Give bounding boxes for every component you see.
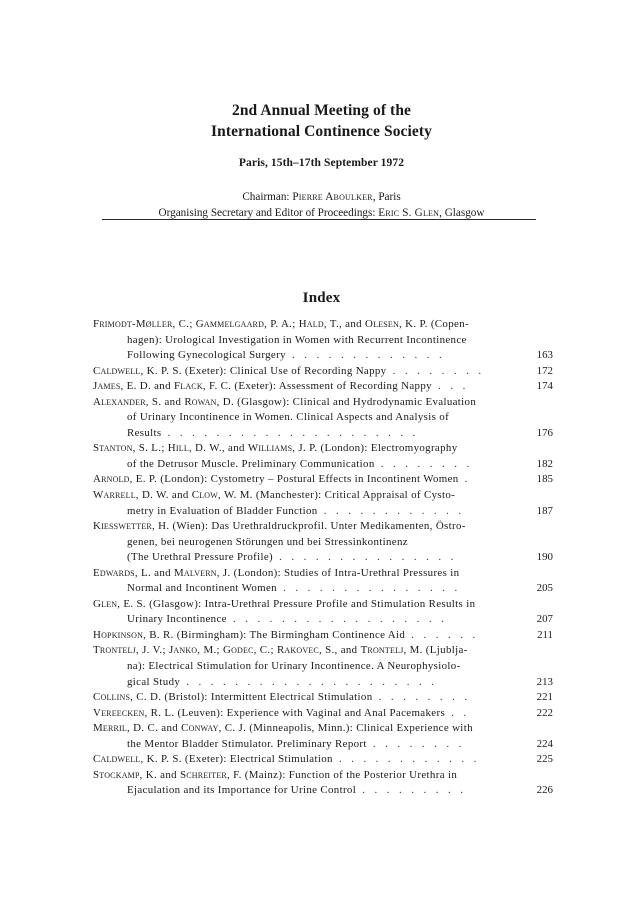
index-entry-line — [93, 581, 553, 597]
index-entry-text: Vereecken, R. L. (Leuven): Experience with Vaginal and Anal Pacemakers — [93, 706, 446, 719]
index-entry-text: gical Study — [127, 675, 181, 688]
index-entry-line — [93, 535, 553, 551]
index-entry-text: the Mentor Bladder Stimulator. Preliminary Report — [127, 737, 367, 750]
index-entry[interactable] — [93, 752, 553, 768]
page-number[interactable]: 205 — [536, 582, 553, 595]
meeting-header — [0, 100, 643, 221]
index-entry[interactable] — [93, 690, 553, 706]
author-name: Trontelj — [93, 644, 136, 657]
meeting-title-line-1: 2nd Annual Meeting of the — [231, 102, 412, 119]
index-entry-text: hagen): Urological Investigation in Women with Recurrent Incontinence — [127, 333, 467, 346]
author-name: Flack — [173, 380, 203, 393]
author-name: Rakovec — [276, 644, 319, 657]
index-entry-line — [93, 317, 553, 333]
index-entry-text: Warrell, D. W. and Clow, W. M. (Manchester): Critical Appraisal of Cysto- — [93, 489, 456, 502]
dot-leader: . . . . . . . . . . . . . — [285, 349, 446, 362]
author-name: Hald — [298, 318, 324, 330]
index-entry-line — [93, 612, 553, 628]
author-name: Edwards — [93, 566, 135, 579]
index-entry-line — [93, 364, 553, 380]
chairman-city: , Paris — [372, 191, 401, 203]
page-number[interactable]: 221 — [536, 691, 553, 704]
dot-leader: . . . . . . . . . . . . . . . . . . . . . — [161, 426, 419, 439]
author-name: Rowan — [184, 395, 217, 408]
page-number[interactable]: 163 — [536, 349, 553, 362]
author-name: Arnold — [93, 473, 130, 486]
index-entry-text: Edwards, L. and Malvern, J. (London): Studies of Intra-Urethral Pressures in — [93, 566, 460, 579]
index-entry[interactable] — [93, 395, 553, 442]
author-name: Stanton — [93, 442, 133, 455]
index-entry-line — [93, 379, 553, 395]
dot-leader: . . . . . . — [405, 628, 479, 641]
index-entry-text: Glen, E. S. (Glasgow): Intra-Urethral Pressure Profile and Stimulation Results in — [93, 597, 476, 610]
author-name: Godec — [223, 644, 254, 657]
dot-leader: . . . . . . . . . . . . . . . . . . . . . — [180, 675, 438, 688]
author-name: Caldwell — [93, 364, 141, 377]
author-name: Trontelj — [360, 644, 404, 657]
author-name: Hill — [167, 442, 189, 455]
author-name: James — [93, 380, 121, 393]
index-entry[interactable] — [93, 488, 553, 519]
author-name: Olesen — [365, 318, 399, 330]
index-entry-text: Results — [127, 426, 162, 439]
index-entry-text: of the Detrusor Muscle. Preliminary Communication — [127, 457, 375, 470]
author-name: Kiesswetter — [93, 520, 152, 533]
index-entry-text: Stockamp, K. and Schreiter, F. (Mainz): Function of the Posterior Urethra in — [93, 768, 458, 781]
page-number[interactable]: 224 — [536, 737, 553, 750]
dot-leader: . . . . . . . . . — [356, 784, 467, 797]
index-heading: Index — [302, 290, 341, 306]
page-number[interactable]: 190 — [536, 551, 553, 564]
index-entry[interactable] — [93, 597, 553, 628]
page-number[interactable]: 176 — [536, 426, 553, 439]
page-number[interactable]: 213 — [536, 675, 553, 688]
index-entry-text: Hopkinson, B. R. (Birmingham): The Birmingham Continence Aid — [93, 628, 406, 641]
author-name: Conway — [181, 722, 219, 735]
index-entry-line — [93, 675, 553, 691]
index-entry[interactable] — [93, 379, 553, 395]
dot-leader: . . — [445, 706, 470, 719]
secretary-label: Organising Secretary and Editor of Proceedings: — [158, 207, 379, 219]
author-name: Merril — [93, 722, 127, 735]
index-entry-line — [93, 519, 553, 535]
index-entry-text: Caldwell, K. P. S. (Exeter): Electrical Stimulation — [93, 753, 333, 766]
dot-leader: . . . . . . . . — [386, 364, 485, 377]
index-entry-text: of Urinary Incontinence in Women. Clinical Aspects and Analysis of — [127, 411, 450, 424]
page-number[interactable]: 185 — [536, 473, 553, 486]
index-entry-text: Normal and Incontinent Women — [127, 582, 277, 595]
author-name: Frimodt-Møller — [93, 318, 173, 330]
index-entry-text: Trontelj, J. V.; Janko, M.; Godec, C.; Rakovec, S., and Trontelj, M. (Ljublja- — [93, 644, 468, 657]
index-entry-text: Alexander, S. and Rowan, D. (Glasgow): Clinical and Hydrodynamic Evaluation — [93, 395, 477, 408]
index-entry-line — [93, 550, 553, 566]
index-entry[interactable] — [93, 472, 553, 488]
chairman-name: Pierre Aboulker — [292, 191, 373, 203]
index-entry-text: genen, bei neurogenen Störungen und bei Stressinkontinenz — [127, 535, 408, 548]
author-name: Alexander — [93, 395, 146, 408]
author-name: Vereecken — [93, 706, 145, 719]
index-entry-text: Following Gynecological Surgery — [127, 349, 286, 362]
index-entry-text: metry in Evaluation of Bladder Function — [127, 504, 318, 517]
index-entry-line — [93, 690, 553, 706]
index-entry-list — [93, 317, 553, 799]
meeting-place-date: Paris, 15th–17th September 1972 — [238, 157, 405, 169]
dot-leader: . — [458, 473, 471, 486]
index-entry[interactable] — [93, 364, 553, 380]
dot-leader: . . . — [431, 380, 469, 393]
index-entry-text: Merril, D. C. and Conway, C. J. (Minneapolis, Minn.): Clinical Experience with — [93, 722, 473, 735]
meeting-officers — [0, 189, 643, 221]
index-entry-line — [93, 628, 553, 644]
index-entry-line — [93, 333, 553, 349]
index-entry-line — [93, 752, 553, 768]
author-name: Stockamp — [93, 768, 140, 781]
index-entry-line — [93, 737, 553, 753]
author-name: Gammelgaard — [195, 318, 265, 330]
author-name: Williams — [247, 442, 293, 455]
index-entry[interactable] — [93, 519, 553, 566]
meeting-title — [0, 100, 643, 142]
index-entry-line — [93, 457, 553, 473]
index-entry[interactable] — [93, 317, 553, 364]
secretary-city: , Glasgow — [439, 207, 485, 219]
index-entry-line — [93, 706, 553, 722]
author-name: Hopkinson — [93, 628, 144, 641]
dot-leader: . . . . . . . . — [366, 737, 465, 750]
index-entry[interactable] — [93, 628, 553, 644]
page-number[interactable]: 225 — [536, 753, 553, 766]
index-entry-text: Stanton, S. L.; Hill, D. W., and Williams, J. P. (London): Electromyography — [93, 442, 458, 455]
header-divider-rule — [102, 219, 536, 220]
index-entry-line — [93, 768, 553, 784]
index-entry[interactable] — [93, 643, 553, 690]
index-entry-line — [93, 643, 553, 659]
author-name: Schreiter — [180, 768, 227, 781]
page-number[interactable]: 182 — [536, 457, 553, 470]
index-entry[interactable] — [93, 566, 553, 597]
index-entry-text: Kiesswetter, H. (Wien): Das Urethraldruckprofil. Unter Medikamenten, Östro- — [93, 520, 466, 533]
index-entry[interactable] — [93, 768, 553, 799]
dot-leader: . . . . . . . . . . . . — [317, 504, 465, 517]
author-name: Warrell — [93, 489, 136, 502]
meeting-title-line-2: International Continence Society — [210, 123, 433, 140]
index-entry-text: Urinary Incontinence — [127, 613, 227, 626]
index-entry-line — [93, 472, 553, 488]
index-entry-line — [93, 783, 553, 799]
dot-leader: . . . . . . . . — [372, 691, 471, 704]
author-name: Clow — [191, 489, 219, 502]
dot-leader: . . . . . . . . . . . . — [332, 753, 480, 766]
author-name: Glen — [93, 597, 118, 610]
chairman-label: Chairman: — [242, 191, 293, 203]
index-entry[interactable] — [93, 441, 553, 472]
index-entry-line — [93, 566, 553, 582]
index-entry-line — [93, 348, 553, 364]
page-number[interactable]: 187 — [536, 504, 553, 517]
dot-leader: . . . . . . . . — [374, 457, 473, 470]
index-entry-text: (The Urethral Pressure Profile) — [127, 551, 274, 564]
author-name: Malvern — [173, 566, 217, 579]
index-entry-text: Caldwell, K. P. S. (Exeter): Clinical Use of Recording Nappy — [93, 364, 387, 377]
dot-leader: . . . . . . . . . . . . . . . — [276, 582, 461, 595]
index-entry-text: James, E. D. and Flack, F. C. (Exeter): Assessment of Recording Nappy — [93, 380, 432, 393]
index-entry-line — [93, 441, 553, 457]
index-entry-line — [93, 426, 553, 442]
chairman-line — [0, 189, 643, 205]
index-entry-text: Arnold, E. P. (London): Cystometry – Postural Effects in Incontinent Women — [93, 473, 459, 486]
author-name: Janko — [168, 644, 198, 657]
page-number[interactable]: 172 — [536, 364, 553, 377]
author-name: Caldwell — [93, 753, 141, 766]
page-number[interactable]: 222 — [536, 706, 553, 719]
index-entry[interactable] — [93, 706, 553, 722]
index-entry-line — [93, 410, 553, 426]
index-entry-line — [93, 488, 553, 504]
index-entry-text: Frimodt-Møller, C.; Gammelgaard, P. A.; Hald, T., and Olesen, K. P. (Copen- — [93, 318, 469, 330]
index-entry[interactable] — [93, 721, 553, 752]
page-number[interactable]: 174 — [536, 380, 553, 393]
page-number[interactable]: 207 — [536, 613, 553, 626]
index-entry-text: Collins, C. D. (Bristol): Intermittent Electrical Stimulation — [93, 691, 373, 704]
index-entry-line — [93, 504, 553, 520]
index-entry-text: na): Electrical Stimulation for Urinary Incontinence. A Neurophysiolo- — [127, 660, 461, 673]
index-entry-text: Ejaculation and its Importance for Urine Control — [127, 784, 357, 797]
index-entry-line — [93, 597, 553, 613]
dot-leader: . . . . . . . . . . . . . . . . . . — [226, 613, 448, 626]
index-entry-line — [93, 659, 553, 675]
index-entry-line — [93, 721, 553, 737]
index-entry-line — [93, 395, 553, 411]
page-number[interactable]: 211 — [537, 628, 553, 641]
page-number[interactable]: 226 — [536, 784, 553, 797]
dot-leader: . . . . . . . . . . . . . . . — [273, 551, 457, 564]
secretary-name: Eric S. Glen — [378, 207, 440, 219]
author-name: Collins — [93, 691, 131, 704]
